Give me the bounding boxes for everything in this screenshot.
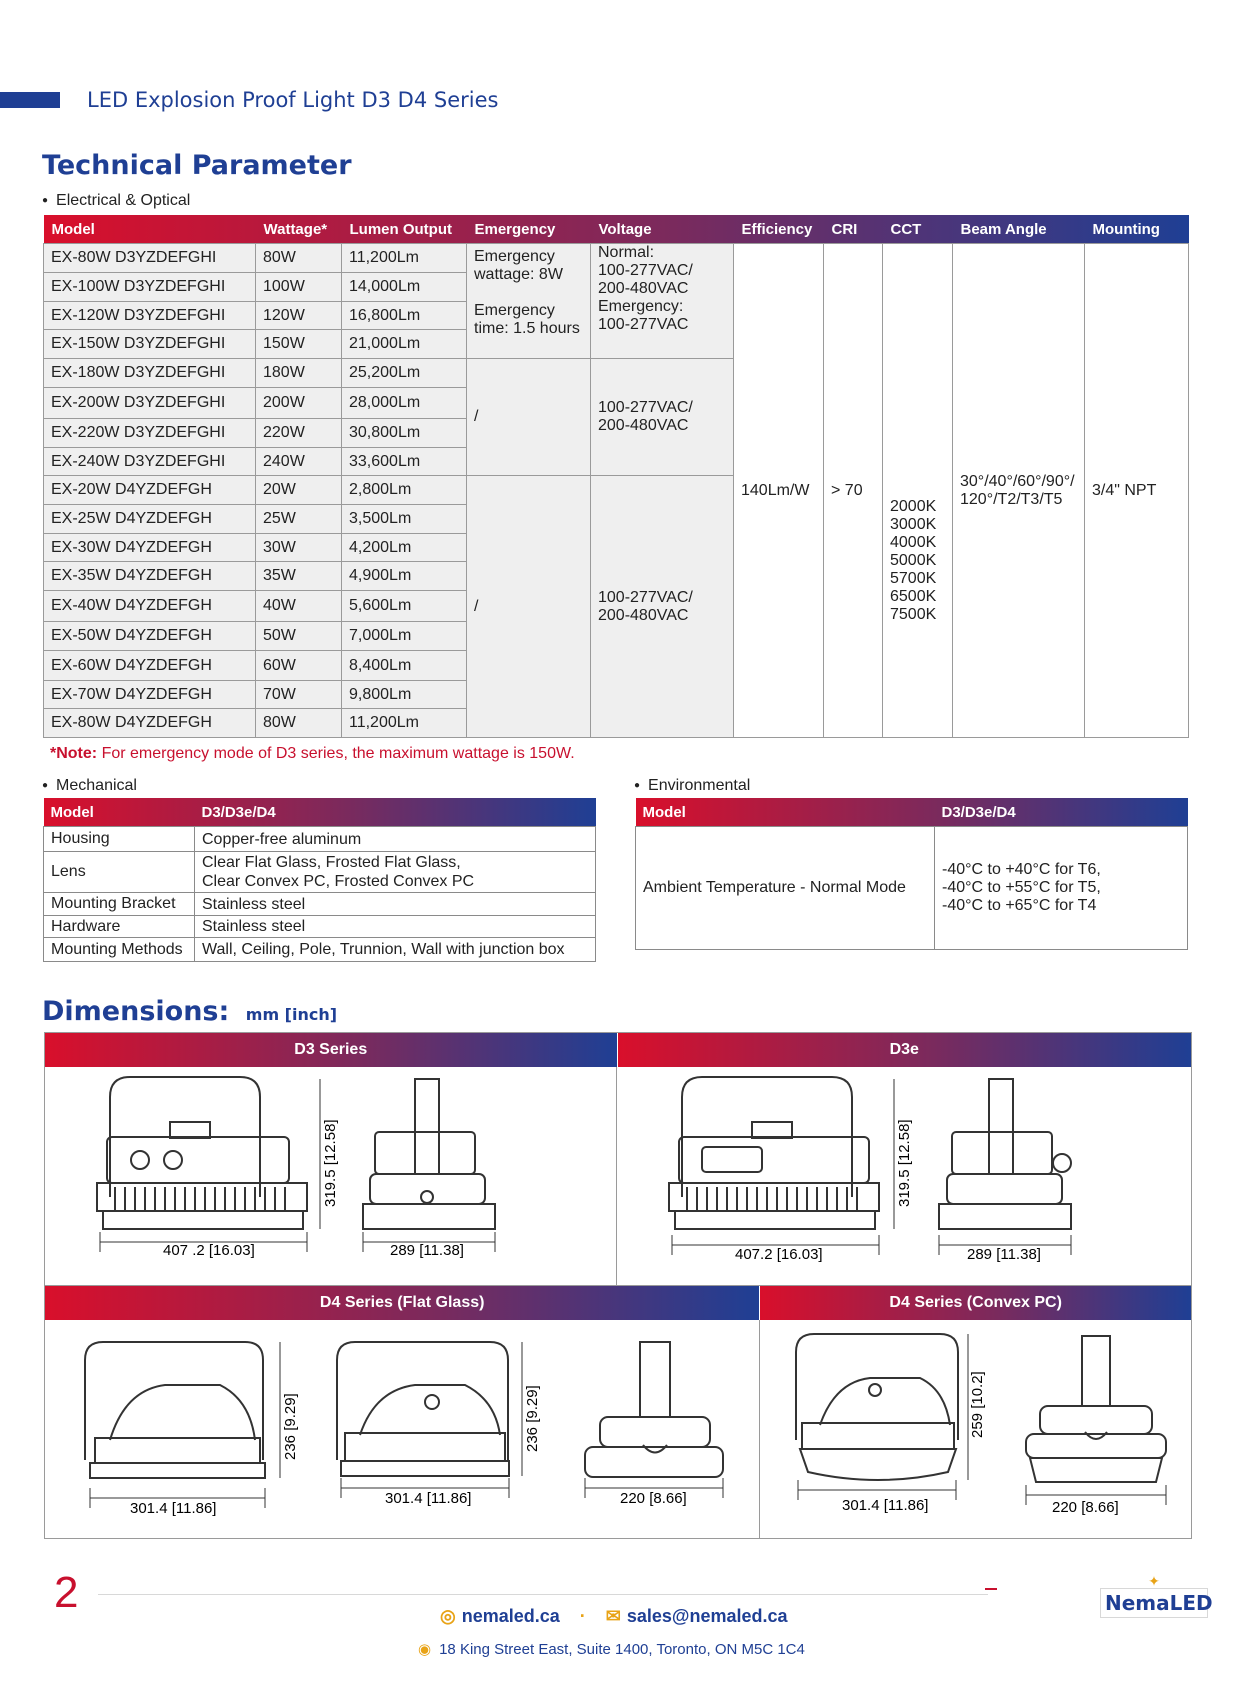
col-cct: CCT <box>890 220 922 238</box>
technical-table-header <box>44 215 1189 244</box>
voltage-line: 100-277VAC/ <box>598 262 693 279</box>
cell-lumen: 7,000Lm <box>342 622 467 651</box>
d3e-width-label: 407.2 [16.03] <box>735 1246 823 1263</box>
cell-model: EX-100W D3YZDEFGHI <box>44 273 256 302</box>
cct-value: 7500K <box>890 605 937 623</box>
voltage-line: 100-277VAC <box>598 316 689 333</box>
cell-wattage: 150W <box>256 330 342 359</box>
note-text: For emergency mode of D3 series, the maximum wattage is 150W. <box>101 745 575 762</box>
cell-wattage: 220W <box>256 419 342 448</box>
cell-lumen: 33,600Lm <box>342 448 467 476</box>
voltage-line: Normal: <box>598 244 655 261</box>
cct-value: 6500K <box>890 587 937 605</box>
cell-model: EX-25W D4YZDEFGH <box>44 505 256 534</box>
panel-title-d4-convex: D4 Series (Convex PC) <box>760 1286 1191 1320</box>
cell-wattage: 20W <box>256 476 342 505</box>
cell-wattage: 80W <box>256 709 342 738</box>
mechanical-key: Mounting Methods <box>44 938 195 962</box>
separator-dot: · <box>579 1606 586 1626</box>
cell-wattage: 50W <box>256 622 342 651</box>
cell-lumen: 28,000Lm <box>342 388 467 419</box>
emergency-time: Emergency time: 1.5 hours <box>474 302 580 337</box>
mechanical-value <box>195 852 596 893</box>
d4f-width-label-2: 301.4 [11.86] <box>385 1490 472 1507</box>
d3e-depth-label: 289 [11.38] <box>967 1246 1041 1263</box>
d4-flat-drawing <box>45 1320 759 1538</box>
environmental-table <box>635 798 1188 950</box>
address-text: 18 King Street East, Suite 1400, Toronto, ON M5C 1C4 <box>439 1640 805 1658</box>
mechanical-value-line: Clear Convex PC, Frosted Convex PC <box>202 873 475 890</box>
cell-beam-angle <box>953 244 1085 738</box>
dimensions-frame <box>44 1032 1192 1539</box>
cell-lumen: 25,200Lm <box>342 359 467 388</box>
cell-wattage: 60W <box>256 651 342 681</box>
cell-cri <box>824 244 883 738</box>
panel-d3e <box>617 1067 1191 1285</box>
voltage-line: 100-277VAC/ <box>598 399 693 416</box>
emergency-none: / <box>474 408 479 425</box>
cct-value: 5000K <box>890 551 937 569</box>
d4-convex-drawing <box>760 1320 1191 1538</box>
cell-model: EX-120W D3YZDEFGHI <box>44 302 256 330</box>
cell-model: EX-50W D4YZDEFGH <box>44 622 256 651</box>
panel-d3 <box>45 1067 617 1285</box>
technical-note <box>50 745 575 763</box>
mech-col-model: Model <box>50 803 94 821</box>
email-link[interactable]: sales@nemaled.ca <box>626 1606 788 1626</box>
mechanical-row <box>44 893 596 916</box>
mechanical-value <box>195 893 596 916</box>
env-row-values <box>935 827 1188 950</box>
cell-efficiency <box>734 244 824 738</box>
col-wattage: Wattage* <box>263 220 328 238</box>
emergency-wattage: Emergency wattage: 8W <box>474 248 563 283</box>
cct-value: 5700K <box>890 569 937 587</box>
d4f-height-label-2: 236 [9.29] <box>524 1385 541 1452</box>
d4c-width-label: 301.4 [11.86] <box>842 1497 929 1514</box>
cell-voltage-d3b <box>591 359 734 476</box>
cell-lumen: 5,600Lm <box>342 591 467 622</box>
environmental-table-header <box>636 798 1188 827</box>
cell-model: EX-200W D3YZDEFGHI <box>44 388 256 419</box>
mechanical-key: Lens <box>44 852 195 893</box>
panel-title-d4-flat: D4 Series (Flat Glass) <box>45 1286 760 1320</box>
env-col-value: D3/D3e/D4 <box>941 803 1016 821</box>
col-cri: CRI <box>831 220 858 238</box>
cell-lumen: 14,000Lm <box>342 273 467 302</box>
mechanical-row <box>44 916 596 938</box>
mail-icon: ✉ <box>605 1606 621 1626</box>
d4f-height-label-1: 236 [9.29] <box>282 1393 299 1460</box>
d3-height-label: 319.5 [12.58] <box>322 1119 339 1207</box>
cell-model: EX-180W D3YZDEFGHI <box>44 359 256 388</box>
panel-d4-flat <box>45 1320 760 1538</box>
nemaled-logo <box>1100 1573 1213 1626</box>
cell-wattage: 120W <box>256 302 342 330</box>
cell-model: EX-60W D4YZDEFGH <box>44 651 256 681</box>
mechanical-table-header <box>44 798 596 827</box>
d4f-width-label-1: 301.4 [11.86] <box>130 1500 217 1517</box>
cell-lumen: 9,800Lm <box>342 681 467 709</box>
cell-model: EX-150W D3YZDEFGHI <box>44 330 256 359</box>
cct-value: 2000K <box>890 497 937 515</box>
cell-voltage-d4 <box>591 476 734 738</box>
env-value-line: -40°C to +55°C for T5, <box>942 879 1101 896</box>
dimensions-unit: mm [inch] <box>245 1005 338 1024</box>
emergency-none: / <box>474 597 479 615</box>
cell-model: EX-20W D4YZDEFGH <box>44 476 256 505</box>
footer-contacts <box>440 1606 788 1627</box>
cell-model: EX-80W D3YZDEFGHI <box>44 244 256 273</box>
cell-emergency-d3a <box>467 244 591 359</box>
cell-wattage: 35W <box>256 562 342 591</box>
d3-width-label: 407 .2 [16.03] <box>163 1242 255 1259</box>
cell-lumen: 3,500Lm <box>342 505 467 534</box>
panel-title-d3e: D3e <box>618 1033 1192 1067</box>
cell-wattage: 25W <box>256 505 342 534</box>
col-emergency: Emergency <box>474 220 556 238</box>
section-title-technical: Technical Parameter <box>42 150 352 181</box>
d3e-height-label: 319.5 [12.58] <box>896 1119 913 1207</box>
cell-lumen: 21,000Lm <box>342 330 467 359</box>
cell-wattage: 70W <box>256 681 342 709</box>
voltage-line: 200-480VAC <box>598 280 689 297</box>
mechanical-key: Mounting Bracket <box>44 893 195 916</box>
mechanical-table <box>43 798 596 962</box>
mechanical-row <box>44 827 596 852</box>
cell-wattage: 240W <box>256 448 342 476</box>
d4c-height-label: 259 [10.2] <box>969 1371 986 1438</box>
cct-value: 4000K <box>890 533 937 551</box>
cell-voltage-d3a <box>591 244 734 359</box>
cell-lumen: 30,800Lm <box>342 419 467 448</box>
mechanical-value <box>195 827 596 852</box>
col-voltage: Voltage <box>598 220 652 238</box>
env-value-line: -40°C to +40°C for T6, <box>942 861 1101 878</box>
cell-lumen: 16,800Lm <box>342 302 467 330</box>
note-label: *Note: <box>50 745 98 762</box>
mechanical-value-line: Stainless steel <box>202 918 306 935</box>
cell-lumen: 8,400Lm <box>342 651 467 681</box>
voltage-line: 100-277VAC/ <box>598 588 693 606</box>
col-lumen: Lumen Output <box>349 220 452 238</box>
header-accent-bar <box>0 92 60 108</box>
panel-d4-convex <box>760 1320 1191 1538</box>
electrical-optical-label: ● Electrical & Optical <box>42 192 190 210</box>
environmental-label: ● Environmental <box>634 777 750 795</box>
mechanical-label: ● Mechanical <box>42 777 137 795</box>
footer-address <box>418 1640 805 1658</box>
panel-title-d3: D3 Series <box>45 1033 618 1067</box>
d3e-drawing <box>617 1067 1191 1285</box>
cri-value: > 70 <box>831 481 863 499</box>
maple-leaf-icon: ✦ <box>1148 1573 1160 1589</box>
beam-angle-line: 120°/T2/T3/T5 <box>960 490 1063 508</box>
cell-wattage: 100W <box>256 273 342 302</box>
cell-lumen: 11,200Lm <box>342 709 467 738</box>
globe-icon: ◎ <box>440 1606 456 1626</box>
logo-text: NemaLED <box>1100 1588 1208 1618</box>
cell-mounting <box>1085 244 1189 738</box>
env-row-label: Ambient Temperature - Normal Mode <box>636 827 935 950</box>
cell-emergency-d3b <box>467 359 591 476</box>
d3-drawing <box>45 1067 616 1285</box>
mechanical-row <box>44 938 596 962</box>
cell-lumen: 4,200Lm <box>342 534 467 562</box>
header-title: LED Explosion Proof Light D3 D4 Series <box>87 88 499 112</box>
voltage-line: Emergency: <box>598 298 684 315</box>
cell-wattage: 40W <box>256 591 342 622</box>
cell-model: EX-70W D4YZDEFGH <box>44 681 256 709</box>
cell-model: EX-40W D4YZDEFGH <box>44 591 256 622</box>
page-number: 2 <box>54 1568 79 1617</box>
mechanical-row <box>44 852 596 893</box>
cell-wattage: 180W <box>256 359 342 388</box>
cell-emergency-d4 <box>467 476 591 738</box>
env-value-line: -40°C to +65°C for T4 <box>942 897 1097 914</box>
footer-divider <box>98 1594 988 1595</box>
cell-model: EX-30W D4YZDEFGH <box>44 534 256 562</box>
mechanical-key: Housing <box>44 827 195 852</box>
mechanical-value-line: Clear Flat Glass, Frosted Flat Glass, <box>202 854 461 871</box>
mechanical-value-line: Stainless steel <box>202 895 306 913</box>
cell-wattage: 80W <box>256 244 342 273</box>
technical-row <box>44 244 1189 273</box>
cell-lumen: 2,800Lm <box>342 476 467 505</box>
cell-model: EX-240W D3YZDEFGHI <box>44 448 256 476</box>
col-beam-angle: Beam Angle <box>960 220 1047 238</box>
beam-angle-line: 30°/40°/60°/90°/ <box>960 472 1075 490</box>
cct-value: 3000K <box>890 515 937 533</box>
mechanical-value-line: Copper-free aluminum <box>202 830 362 848</box>
cell-model: EX-220W D3YZDEFGHI <box>44 419 256 448</box>
mechanical-value <box>195 938 596 962</box>
dimensions-title: Dimensions: <box>42 996 230 1027</box>
cell-wattage: 30W <box>256 534 342 562</box>
mounting-value: 3/4" NPT <box>1092 481 1157 499</box>
technical-table <box>43 215 1189 738</box>
mech-col-value: D3/D3e/D4 <box>201 803 276 821</box>
website-link[interactable]: nemaled.ca <box>461 1606 560 1626</box>
d3-depth-label: 289 [11.38] <box>390 1242 464 1259</box>
mechanical-value <box>195 916 596 938</box>
voltage-line: 200-480VAC <box>598 417 689 434</box>
col-model: Model <box>51 220 95 238</box>
cell-lumen: 4,900Lm <box>342 562 467 591</box>
dimensions-heading <box>42 996 337 1027</box>
d4f-depth-label: 220 [8.66] <box>620 1490 687 1507</box>
mechanical-value-line: Wall, Ceiling, Pole, Trunnion, Wall with junction box <box>202 941 565 958</box>
cell-model: EX-80W D4YZDEFGH <box>44 709 256 738</box>
env-col-model: Model <box>642 803 686 821</box>
env-row <box>636 827 1188 950</box>
mechanical-key: Hardware <box>44 916 195 938</box>
location-pin-icon: ◉ <box>418 1641 432 1658</box>
efficiency-value: 140Lm/W <box>741 481 810 499</box>
cell-lumen: 11,200Lm <box>342 244 467 273</box>
footer-accent-dash <box>985 1588 997 1590</box>
cell-cct <box>883 244 953 738</box>
cell-wattage: 200W <box>256 388 342 419</box>
voltage-line: 200-480VAC <box>598 606 689 624</box>
col-efficiency: Efficiency <box>741 220 813 238</box>
col-mounting: Mounting <box>1092 220 1160 238</box>
cell-model: EX-35W D4YZDEFGH <box>44 562 256 591</box>
d4c-depth-label: 220 [8.66] <box>1052 1499 1119 1516</box>
